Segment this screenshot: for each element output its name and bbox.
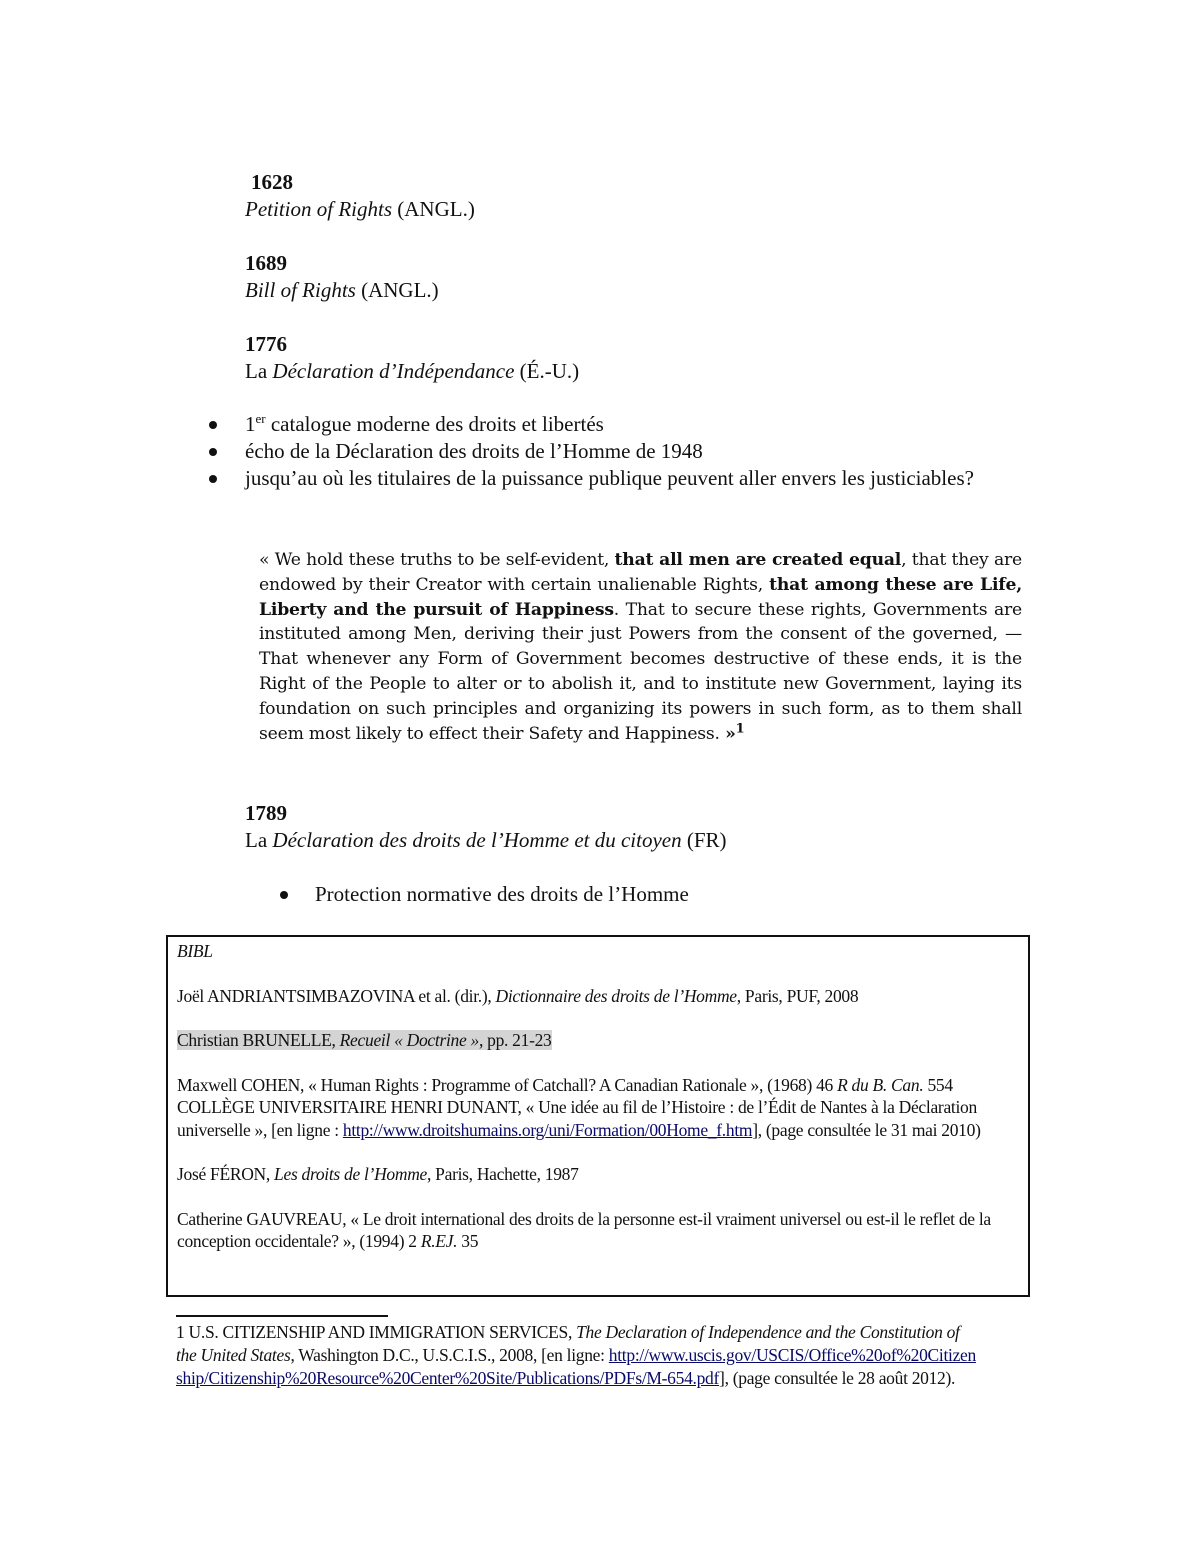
entry-1689 — [245, 250, 439, 304]
footnote-separator — [176, 1315, 388, 1317]
entry-1776 — [245, 331, 579, 385]
bullet-list-1776 — [205, 411, 995, 492]
bibliography-box — [166, 935, 1030, 1297]
entry-year: 1789 — [245, 801, 287, 825]
entry-prefix: La — [245, 828, 273, 852]
entry-1789 — [245, 800, 727, 854]
list-item: 1er catalogue moderne des droits et libertés — [205, 411, 995, 438]
bibliography-item: José FÉRON, Les droits de l’Homme, Paris, Hachette, 1987 — [177, 1164, 579, 1184]
entry-title: Déclaration d’Indépendance — [272, 359, 515, 383]
entry-title: Petition of Rights — [245, 197, 392, 221]
bullet-icon — [209, 421, 217, 429]
bibliography-heading: BIBL — [177, 941, 213, 961]
bullet-icon — [209, 448, 217, 456]
bullet-list-1789 — [280, 881, 689, 908]
footnote-ref[interactable]: 1 — [735, 720, 745, 736]
entry-suffix: (ANGL.) — [355, 278, 439, 302]
footnote-number: 1 — [176, 1322, 185, 1342]
entry-suffix: (É.-U.) — [514, 359, 580, 383]
declaration-quote: « We hold these truths to be self-evident, that all men are created equal, that they are endowed by their Creator with certain unalienable Rights, that among these are Life, Liberty and the pursuit of Happiness. That to secure these rights, Governments are instituted among Men, deriving their just Powers from the consent of the governed, — That whenever any Form of Government becomes destructive of these ends, it is the Right of the People to alter or to abolish it, and to institute new Government, laying its foundation on such principles and organizing its powers in such form, as to them shall seem most likely to effect their Safety and Happiness. »$^1$ — [259, 550, 1022, 744]
entry-year: 1776 — [245, 332, 287, 356]
footnote: 1 U.S. CITIZENSHIP AND IMMIGRATION SERVICES, The Declaration of Independence and the Constitution of the United States, Washington D.C., U.S.C.I.S., 2008, [en ligne: http://www.uscis.gov/USCIS/Office%20of%20Citizenship/Citizenship%20Resource%20Center%20Site/Publications/PDFs/M-654.pdf], (page consultée le 28 août 2012). — [176, 1322, 976, 1388]
list-item: écho de la Déclaration des droits de l’Homme de 1948 — [205, 438, 995, 465]
bullet-icon — [209, 475, 217, 483]
entry-suffix: (ANGL.) — [392, 197, 475, 221]
bibliography-item: Catherine GAUVREAU, « Le droit international des droits de la personne est-il vraiment universel ou est-il le reflet de la conception occidentale? », (1994) 2 R.EJ. 35 — [177, 1208, 991, 1251]
entry-suffix: (FR) — [681, 828, 727, 852]
footnote-link[interactable]: http://www.uscis.gov/USCIS/Office%20of%20Citizenship/Citizenship%20Resource%20Center%20Site/Publications/PDFs/M-654.pdf — [176, 1345, 976, 1388]
list-item: jusqu’au où les titulaires de la puissance publique peuvent aller envers les justiciables? — [205, 465, 995, 492]
entry-prefix: La — [245, 359, 273, 383]
entry-title: Déclaration des droits de l’Homme et du citoyen — [272, 828, 682, 852]
bibliography-link[interactable]: http://www.droitshumains.org/uni/Formation/00Home_f.htm — [342, 1119, 753, 1140]
bibliography-item: Christian BRUNELLE, Recueil « Doctrine », pp. 21-23 — [177, 1030, 552, 1050]
list-item: Protection normative des droits de l’Homme — [315, 882, 689, 906]
entry-1628 — [251, 169, 293, 196]
entry-title: Bill of Rights — [245, 278, 356, 302]
bibliography-item: Maxwell COHEN, « Human Rights : Programme of Catchall? A Canadian Rationale », (1968) 46 R du B. Can. 554 — [177, 1074, 953, 1095]
bullet-icon — [280, 891, 288, 899]
bibliography-item: Joël ANDRIANTSIMBAZOVINA et al. (dir.), Dictionnaire des droits de l’Homme, Paris, PUF, 2008 — [177, 985, 859, 1006]
entry-1628-title — [245, 196, 475, 223]
entry-year: 1689 — [245, 251, 287, 275]
entry-year: 1628 — [251, 170, 293, 194]
bibliography-item: COLLÈGE UNIVERSITAIRE HENRI DUNANT, « Une idée au fil de l’Histoire : de l’Édit de Nantes à la Déclaration universelle », [en ligne : http://www.droitshumains.org/uni/Formation/00Home_f.htm], (page consultée le 31 mai 2010) — [177, 1097, 981, 1140]
